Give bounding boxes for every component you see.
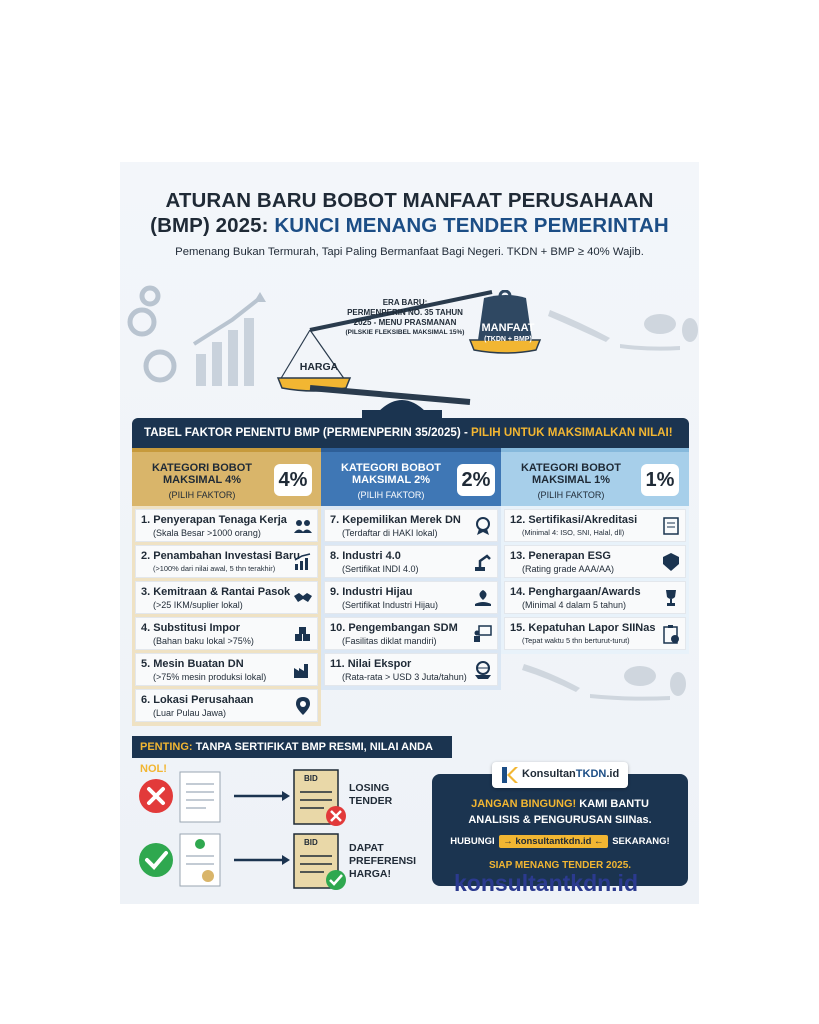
factor-detail: (Minimal 4: ISO, SNI, Halal, dll): [522, 528, 625, 537]
pan-label-manfaat-sub: (TKDN + BMP): [484, 336, 532, 343]
pan-label-manfaat: MANFAAT: [481, 322, 535, 334]
factor-title: 14. Penghargaan/Awards: [510, 586, 641, 598]
factor-title: 12. Sertifikasi/Akreditasi: [510, 514, 638, 526]
growth-chart-icon: [293, 552, 313, 572]
category-title-line-2: MAKSIMAL 1%: [531, 474, 611, 486]
factor-title: 7. Kepemilikan Merek DN: [330, 514, 461, 526]
factor-title: 10. Pengembangan SDM: [330, 622, 458, 634]
watermark: konsultantkdn.id: [454, 870, 638, 896]
category-subtitle: (PILIH FAKTOR): [537, 490, 605, 500]
cta-line-4: SIAP MENANG TENDER 2025.: [488, 860, 632, 871]
factor-detail: (Rating grade AAA/AA): [522, 564, 615, 574]
robot-arm-icon: [473, 552, 493, 572]
cta-contact-prefix: HUBUNGI: [450, 836, 495, 847]
brand-suffix: .id: [606, 768, 620, 780]
cta-line-1-rest: KAMI BANTU: [579, 798, 649, 810]
factor-detail: (Luar Pulau Jawa): [153, 708, 227, 718]
indonesia-map-decoration: [540, 302, 699, 362]
contact-link[interactable]: → konsultantkdn.id ←: [499, 835, 607, 848]
preference-label: [349, 842, 416, 881]
brand-logo[interactable]: [492, 762, 628, 788]
factor-detail: (Sertifikat Industri Hijau): [342, 600, 439, 610]
factor-item: [504, 545, 686, 578]
factor-title: 8. Industri 4.0: [330, 550, 401, 562]
factor-item: [135, 653, 318, 686]
category-title-line-2: MAKSIMAL 2%: [351, 474, 431, 486]
arrow-right-icon: [234, 791, 290, 801]
factor-detail: (Bahan baku lokal >75%): [153, 636, 254, 646]
bid-label-1: BID: [304, 774, 318, 783]
factor-title: 2. Penambahan Investasi Baru: [141, 550, 300, 562]
win-line-3: HARGA!: [349, 868, 391, 880]
category-title-line-1: KATEGORI BOBOT: [151, 462, 252, 474]
certificate-document-icon: [180, 834, 220, 886]
category-title-line-1: KATEGORI BOBOT: [340, 462, 441, 474]
win-line-1: DAPAT: [349, 842, 384, 854]
era-baru-line-1: ERA BARU:: [382, 298, 428, 307]
factor-title: 6. Lokasi Perusahaan: [141, 694, 254, 706]
brand-k-icon: [500, 766, 518, 784]
subtitle: Pemenang Bukan Termurah, Tapi Paling Bermanfaat Bagi Negeri. TKDN + BMP ≥ 40% Wajib.: [175, 246, 644, 258]
era-baru-line-2: PERMENPERIN NO. 35 TAHUN: [347, 308, 463, 317]
factor-detail: (Skala Besar >1000 orang): [153, 528, 261, 538]
warning-text: TANPA SERTIFIKAT BMP RESMI, NILAI ANDA: [195, 741, 433, 753]
bid-label-2: BID: [304, 838, 318, 847]
table-heading-highlight: PILIH UNTUK MAKSIMALKAN NILAI!: [471, 426, 673, 439]
indonesia-map-decoration-2: [520, 658, 690, 718]
factor-detail: (Tepat waktu 5 thn berturut-turut): [522, 636, 630, 645]
table-heading: [132, 418, 689, 448]
factor-item: [135, 581, 318, 614]
people-icon: [293, 516, 313, 536]
factor-title: 9. Industri Hijau: [330, 586, 413, 598]
trophy-icon: [661, 588, 681, 608]
factor-item: [135, 617, 318, 650]
category-header-4: [132, 448, 321, 506]
blank-document-icon: [180, 772, 220, 822]
category-title: [142, 462, 262, 486]
cta-line-1-highlight: JANGAN BINGUNG!: [471, 798, 580, 810]
losing-line-1: LOSING: [349, 782, 390, 794]
handshake-icon: [293, 588, 313, 608]
brand-prefix: Konsultan: [522, 768, 576, 780]
bid-document-rejected-icon: [294, 770, 346, 826]
column-2-items: [321, 506, 501, 690]
factor-item: [324, 581, 498, 614]
category-title-line-2: MAKSIMAL 4%: [162, 474, 242, 486]
pan-label-harga: HARGA: [299, 361, 339, 373]
certificate-icon: [661, 516, 681, 536]
factor-detail: (Minimal 4 dalam 5 tahun): [522, 600, 627, 610]
factor-detail: (>75% mesin produksi lokal): [153, 672, 267, 682]
factor-item: [135, 689, 318, 722]
cta-line-1: [432, 798, 688, 810]
era-baru-note: [330, 298, 480, 338]
gears-chart-decoration: [120, 284, 270, 394]
clipboard-check-icon: [661, 624, 681, 644]
factor-item: [504, 581, 686, 614]
category-header-1: [501, 448, 689, 506]
weight-badge-2: 2%: [457, 464, 495, 496]
bid-document-approved-icon: [294, 834, 346, 890]
weight-badge-1: 1%: [641, 464, 679, 496]
factor-item: [324, 653, 498, 686]
factor-title: 3. Kemitraan & Rantai Pasok: [141, 586, 291, 598]
warning-bar: [132, 736, 452, 775]
category-title-line-1: KATEGORI BOBOT: [520, 462, 621, 474]
win-line-2: PREFERENSI: [349, 855, 417, 867]
location-pin-icon: [293, 696, 313, 716]
brand-logo-text: [522, 768, 619, 780]
medal-icon: [473, 516, 493, 536]
factor-item: [504, 509, 686, 542]
cta-contact-suffix: SEKARANG!: [612, 836, 670, 847]
factor-detail: (>100% dari nilai awal, 5 thn terakhir): [153, 564, 276, 573]
warning-prefix: PENTING:: [140, 741, 196, 753]
category-subtitle: (PILIH FAKTOR): [357, 490, 425, 500]
title-line-2: [120, 214, 699, 238]
factor-title: 13. Penerapan ESG: [510, 550, 611, 562]
training-icon: [473, 624, 493, 644]
table-heading-main: TABEL FAKTOR PENENTU BMP (PERMENPERIN 35/2025) -: [144, 426, 472, 439]
factor-detail: (Sertifikat INDI 4.0): [342, 564, 419, 574]
category-header-2: [321, 448, 501, 506]
factor-title: 15. Kepatuhan Lapor SIINas: [510, 622, 656, 634]
cta-line-2: ANALISIS & PENGURUSAN SIINas.: [468, 814, 652, 826]
category-title: [331, 462, 451, 486]
factor-item: [135, 545, 318, 578]
cta-line-3: [432, 835, 688, 848]
factory-icon: [293, 660, 313, 680]
factor-detail: (Terdaftar di HAKI lokal): [342, 528, 438, 538]
era-baru-line-3: 2025 - MENU PRASMANAN: [353, 318, 457, 327]
factor-detail: (Fasilitas diklat mandiri): [342, 636, 437, 646]
boxes-icon: [293, 624, 313, 644]
factor-item: [504, 617, 686, 650]
losing-line-2: TENDER: [349, 795, 393, 807]
losing-tender-label: [349, 782, 392, 808]
factor-item: [324, 509, 498, 542]
factor-detail: (>25 IKM/suplier lokal): [153, 600, 243, 610]
factor-item: [135, 509, 318, 542]
title-highlight: KUNCI MENANG TENDER PEMERINTAH: [274, 214, 669, 237]
column-1-items: [501, 506, 689, 654]
globe-ship-icon: [473, 660, 493, 680]
contact-link-text: konsultantkdn.id: [515, 836, 592, 847]
factor-title: 11. Nilai Ekspor: [330, 658, 412, 670]
infographic: [120, 162, 699, 904]
title-line-1: ATURAN BARU BOBOT MANFAAT PERUSAHAAN: [165, 189, 654, 212]
factor-item: [324, 545, 498, 578]
factor-detail: (Rata-rata > USD 3 Juta/tahun): [342, 672, 467, 682]
category-subtitle: (PILIH FAKTOR): [168, 490, 236, 500]
era-baru-line-4: (PILSKIE FLEKSIBEL MAKSIMAL 15%): [345, 329, 465, 336]
brand-name: TKDN: [575, 768, 607, 780]
factor-title: 5. Mesin Buatan DN: [141, 658, 244, 670]
column-4-items: [132, 506, 321, 726]
factor-title: 1. Penyerapan Tenaga Kerja: [141, 514, 287, 526]
weight-badge-4: 4%: [274, 464, 312, 496]
green-check-icon: [139, 843, 173, 877]
factor-title: 4. Substitusi Impor: [141, 622, 241, 634]
arrow-right-icon: [234, 855, 290, 865]
esg-badge-icon: [661, 552, 681, 572]
factor-item: [324, 617, 498, 650]
category-title: [511, 462, 631, 486]
title-prefix: (BMP) 2025:: [150, 214, 275, 237]
warning-highlight: NOL!: [140, 763, 167, 775]
red-x-icon: [139, 779, 173, 813]
leaf-hand-icon: [473, 588, 493, 608]
